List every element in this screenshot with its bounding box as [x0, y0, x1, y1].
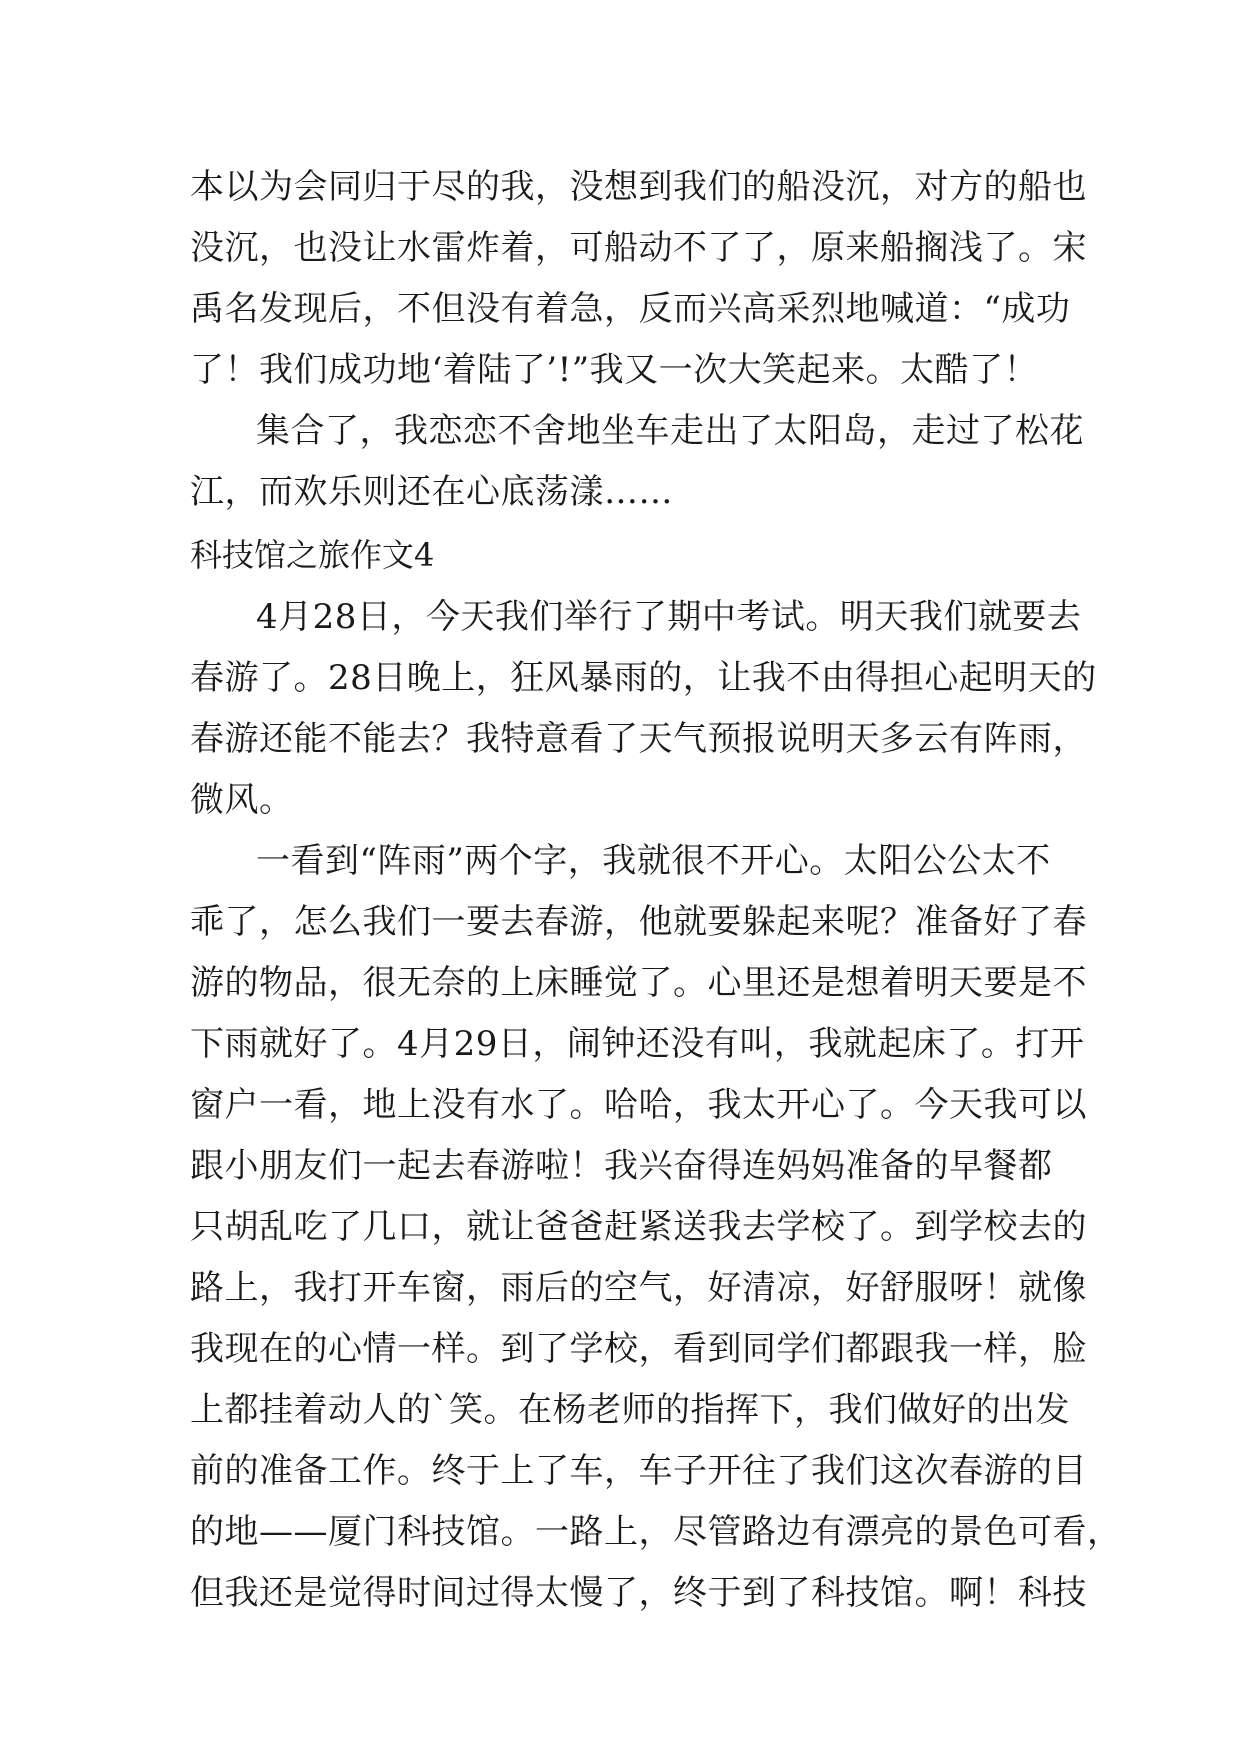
text-line-5: 集合了，我恋恋不舍地坐车走出了太阳岛，走过了松花	[256, 411, 1084, 451]
section-heading: 科技馆之旅作文4	[190, 536, 435, 574]
text-line-10: 微风。	[190, 780, 294, 820]
text-line-13: 游的物品，很无奈的上床睡觉了。心里还是想着明天要是不	[190, 963, 1087, 1003]
text-line-15: 窗户一看，地上没有水了。哈哈，我太开心了。今天我可以	[190, 1085, 1087, 1125]
text-line-9: 春游还能不能去？我特意看了天气预报说明天多云有阵雨，	[190, 719, 1087, 759]
text-line-16: 跟小朋友们一起去春游啦！我兴奋得连妈妈准备的早餐都	[190, 1146, 1053, 1186]
text-line-1: 本以为会同归于尽的我，没想到我们的船没沉，对方的船也	[190, 167, 1087, 207]
text-line-12: 乖了，怎么我们一要去春游，他就要躲起来呢？准备好了春	[190, 902, 1087, 942]
text-line-17: 只胡乱吃了几口，就让爸爸赶紧送我去学校了。到学校去的	[190, 1207, 1087, 1247]
text-line-23: 但我还是觉得时间过得太慢了，终于到了科技馆。啊！科技	[190, 1573, 1087, 1613]
document-page	[190, 157, 1122, 1624]
text-line-22: 的地——厦门科技馆。一路上，尽管路边有漂亮的景色可看，	[190, 1512, 1122, 1552]
text-line-3: 禹名发现后，不但没有着急，反而兴高采烈地喊道：“成功	[190, 289, 1071, 329]
text-line-14: 下雨就好了。4月29日，闹钟还没有叫，我就起床了。打开	[190, 1024, 1085, 1064]
text-line-8: 春游了。28日晚上，狂风暴雨的，让我不由得担心起明天的	[190, 658, 1097, 698]
text-line-7: 4月28日，今天我们举行了期中考试。明天我们就要去	[256, 597, 1082, 637]
text-line-4: 了！我们成功地‘着陆了’!”我又一次大笑起来。太酷了！	[190, 350, 1039, 390]
text-line-6: 江，而欢乐则还在心底荡漾……	[190, 472, 673, 512]
text-line-20: 上都挂着动人的`笑。在杨老师的指挥下，我们做好的出发	[190, 1390, 1070, 1430]
text-line-19: 我现在的心情一样。到了学校，看到同学们都跟我一样，脸	[190, 1329, 1087, 1369]
text-line-18: 路上，我打开车窗，雨后的空气，好清凉，好舒服呀！就像	[190, 1268, 1087, 1308]
text-line-21: 前的准备工作。终于上了车，车子开往了我们这次春游的目	[190, 1451, 1087, 1491]
text-line-11: 一看到“阵雨”两个字，我就很不开心。太阳公公太不	[256, 841, 1051, 881]
text-line-2: 没沉，也没让水雷炸着，可船动不了了，原来船搁浅了。宋	[190, 228, 1087, 268]
